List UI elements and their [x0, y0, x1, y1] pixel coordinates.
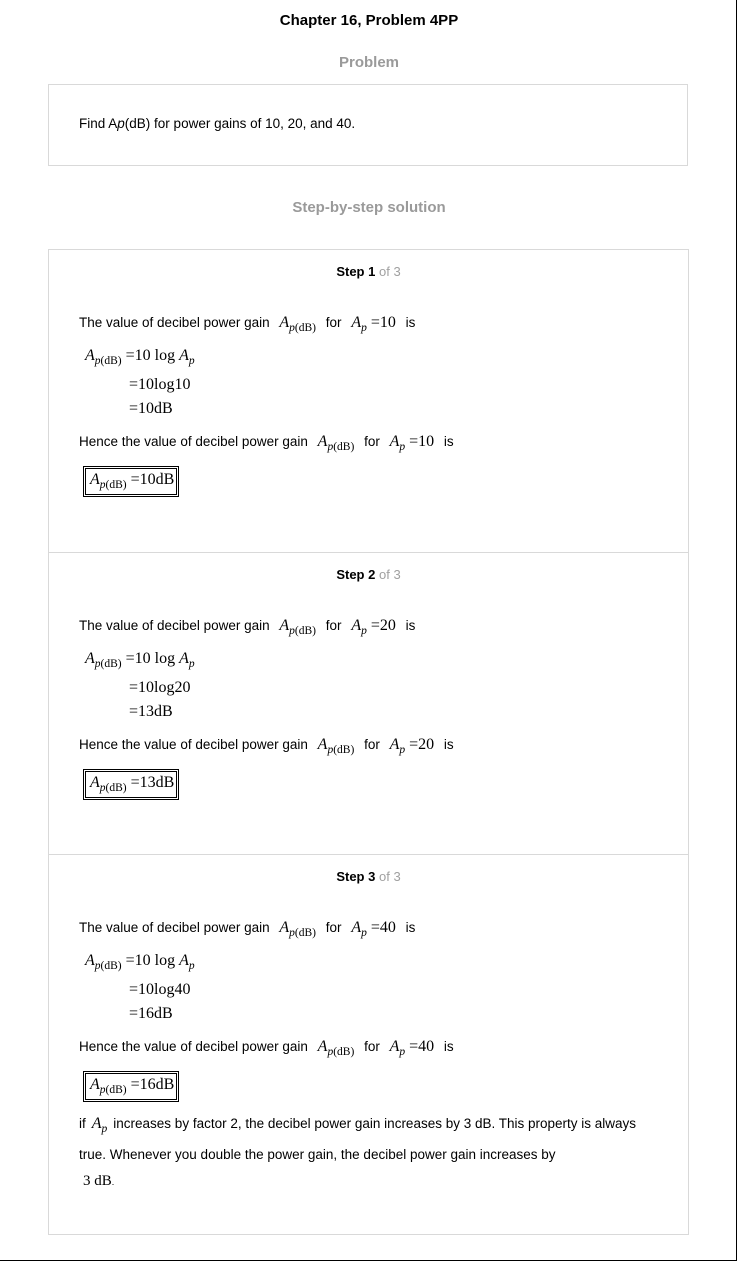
- step-1-eq-line-2: =10log10: [129, 376, 191, 393]
- step-2-result-box: $A_{p(dB)} =13dB$: [85, 771, 177, 798]
- step-2-eq-line-1: $A_{p(dB)} =10$ $\log A_p$: [85, 650, 195, 670]
- step-2-eq-line-2: =10log20: [129, 679, 191, 696]
- chapter-title: Chapter 16, Problem 4PP: [279, 12, 459, 29]
- solution-box: [48, 249, 689, 1235]
- step-3-eq-line-2: =10log40: [129, 981, 191, 998]
- step-1-result-box: $A_{p(dB)} =10dB$: [85, 468, 177, 495]
- step-1-eq-line-3: =10dB: [129, 400, 173, 417]
- step-1: [49, 250, 688, 552]
- step-1-title: Step 1 of 3: [336, 264, 401, 279]
- step-3-eq-line-1: $A_{p(dB)} =10$ $\log A_p$: [85, 952, 195, 972]
- step-3-hence: Hence the value of decibel power gain $A_{p(dB)}$ for $A_p =40$ is: [79, 1038, 454, 1058]
- problem-text: Find Ap(dB) for power gains of 10, 20, and 40.: [79, 116, 356, 131]
- step-3-result-box: $A_{p(dB)} =16dB$: [85, 1073, 177, 1100]
- problem-box: [48, 84, 688, 166]
- step-2-intro: The value of decibel power gain $A_{p(dB)}$ for $A_p =20$ is: [79, 617, 416, 637]
- step-2-eq-line-3: =13dB: [129, 703, 173, 720]
- step-2-hence: Hence the value of decibel power gain $A_{p(dB)}$ for $A_p =20$ is: [79, 736, 454, 756]
- solution-heading: Step-by-step solution: [292, 199, 446, 216]
- step-1-intro: The value of decibel power gain $A_{p(dB)}$ for $A_p =10$ is: [79, 314, 416, 334]
- step-1-eq-line-1: $A_{p(dB)} =10$ $\log A_p$: [85, 347, 195, 367]
- step-2: [49, 552, 688, 855]
- step-1-hence: Hence the value of decibel power gain $A_{p(dB)}$ for $A_p =10$ is: [79, 433, 454, 453]
- step-3-final-note: if $A_p$ increases by factor 2, the decibel power gain increases by 3 dB. This property is always true. Whenever you double the power gain, the decibel power gain increases by 3 dB.: [79, 1115, 637, 1189]
- problem-heading: Problem: [338, 54, 399, 71]
- step-2-title: Step 2 of 3: [336, 567, 401, 582]
- step-3-title: Step 3 of 3: [336, 869, 401, 884]
- step-3-eq-line-3: =16dB: [129, 1005, 173, 1022]
- step-3: [49, 854, 688, 1235]
- step-3-intro: The value of decibel power gain $A_{p(dB)}$ for $A_p =40$ is: [79, 919, 416, 939]
